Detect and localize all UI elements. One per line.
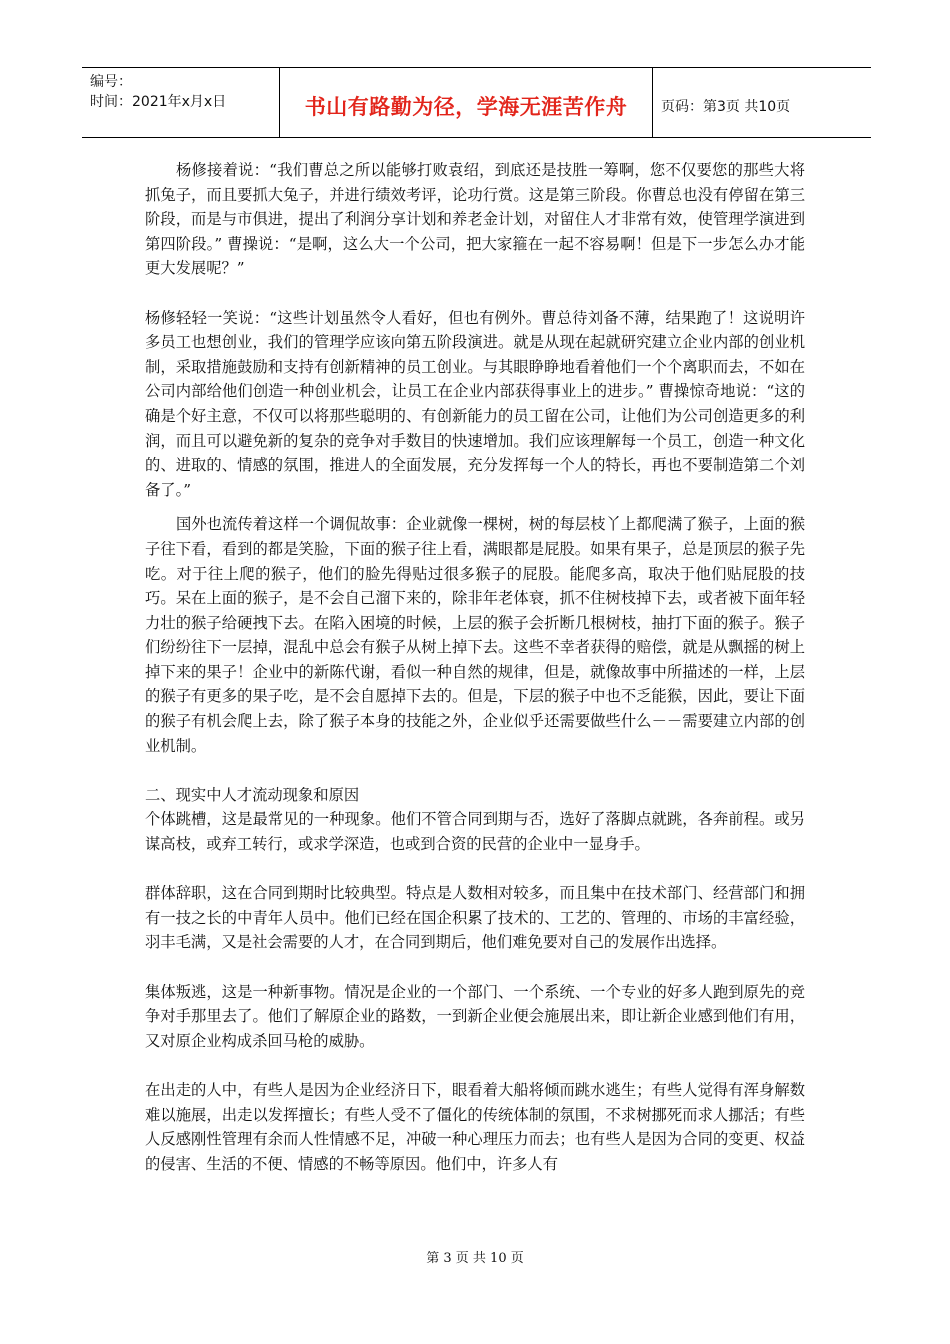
- paragraph: 杨修接着说：“我们曹总之所以能够打败袁绍，到底还是技胜一筹啊，您不仅要您的那些大将抓兔子，而且要抓大兔子，并进行绩效考评，论功行赏。这是第三阶段。你曹总也没有停留在第三阶段，而是与市俱进，提出了利润分享计划和养老金计划，对留住人才非常有效，使管理学演进到第四阶段。” 曹操说：“是啊，这么大一个公司，把大家箍在一起不容易啊！但是下一步怎么办才能更大发展呢？”: [145, 161, 805, 278]
- paragraph: 在出走的人中，有些人是因为企业经济日下，眼看着大船将倾而跳水逃生；有些人觉得有浑身解数难以施展，出走以发挥擅长；有些人受不了僵化的传统体制的氛围，不求树挪死而求人挪活；有些人反感刚性管理有余而人性情感不足，冲破一种心理压力而去；也有些人是因为合同的变更、权益的侵害、生活的不便、情感的不畅等原因。他们中，许多人有: [145, 1080, 805, 1173]
- page-footer: 第 3 页 共 10 页: [426, 1251, 524, 1266]
- document-number-label: 编号：: [90, 74, 132, 90]
- paragraph: 杨修轻轻一笑说：“这些计划虽然令人看好，但也有例外。曹总待刘备不薄，结果跑了！这说明许多员工也想创业，我们的管理学应该向第五阶段演进。就是从现在起就研究建立企业内部的创业机制，采取措施鼓励和支持有创新精神的员工创业。与其眼睁睁地看着他们一个个离职而去，不如在公司内部给他们创造一种创业机会，让员工在企业内部获得事业上的进步。” 曹操惊奇地说：“这的确是个好主意，不仅可以将那些聪明的、有创新能力的员工留在公司，让他们为公司创造更多的利润，而且可以避免新的复杂的竞争对手数目的快速增加。我们应该理解每一个员工，创造一种文化的、进取的、情感的氛围，推进人的全面发展，充分发挥每一个人的特长，再也不要制造第二个刘备了。”: [145, 308, 805, 499]
- header-meta: [82, 68, 280, 137]
- paragraph: 群体辞职，这在合同到期时比较典型。特点是人数相对较多，而且集中在技术部门、经营部门和拥有一技之长的中青年人员中。他们已经在国企积累了技术的、工艺的、管理的、市场的丰富经验，羽丰毛满，又是社会需要的人才，在合同到期后，他们难免要对自己的发展作出选择。: [145, 884, 805, 952]
- paragraph: 个体跳槽，这是最常见的一种现象。他们不管合同到期与否，选好了落脚点就跳，各奔前程。或另谋高枝，或弃工转行，或求学深造，也或到合资的民营的企业中一显身手。: [145, 810, 805, 854]
- header-motto: 书山有路勤为径，学海无涯苦作舟: [280, 68, 653, 137]
- document-header: [82, 67, 871, 138]
- section-heading: 二、现实中人才流动现象和原因: [145, 785, 360, 804]
- paragraph: 集体叛逃，这是一种新事物。情况是企业的一个部门、一个系统、一个专业的好多人跑到原先的竞争对手那里去了。他们了解原企业的路数，一到新企业便会施展出来，即让新企业感到他们有用，又对原企业构成杀回马枪的威胁。: [145, 982, 805, 1050]
- document-body: [145, 158, 805, 1176]
- header-page-info: 页码：第3页 共10页: [661, 98, 791, 115]
- document-date-label: 时间：2021年x月x日: [90, 94, 227, 110]
- paragraph: 国外也流传着这样一个调侃故事：企业就像一棵树，树的每层枝丫上都爬满了猴子，上面的猴子往下看，看到的都是笑脸，下面的猴子往上看，满眼都是屁股。如果有果子，总是顶层的猴子先吃。对于往上爬的猴子，他们的脸先得贴过很多猴子的屁股。能爬多高，取决于他们贴屁股的技巧。呆在上面的猴子，是不会自己溜下来的，除非年老体衰，抓不住树枝掉下去，或者被下面年轻力壮的猴子给硬拽下去。在陷入困境的时候，上层的猴子会折断几根树枝，抽打下面的猴子。猴子们纷纷往下一层掉，混乱中总会有猴子从树上掉下去。这些不幸者获得的赔偿，就是从飘摇的树上掉下来的果子！企业中的新陈代谢，看似一种自然的规律，但是，就像故事中所描述的一样，上层的猴子有更多的果子吃，是不会自愿掉下去的。但是，下层的猴子中也不乏能猴，因此，要让下面的猴子有机会爬上去，除了猴子本身的技能之外，企业似乎还需要做些什么－－需要建立内部的创业机制。: [145, 515, 805, 755]
